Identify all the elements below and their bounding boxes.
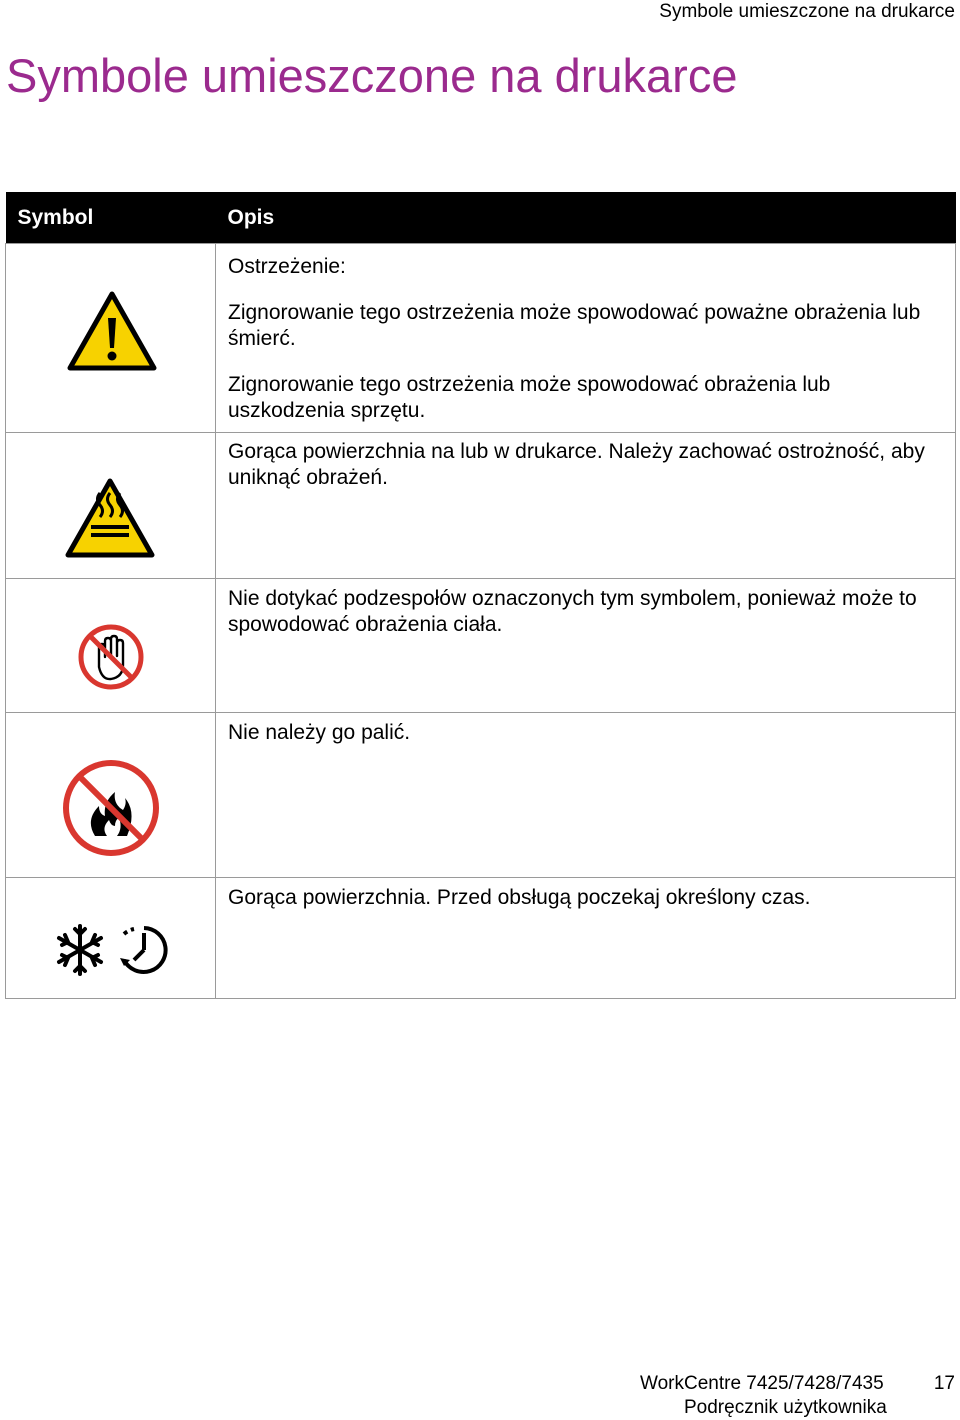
description-line: Ostrzeżenie: [228,255,346,278]
symbols-table [5,192,956,999]
table-header-row [6,192,956,244]
running-header: Symbole umieszczone na drukarce [659,1,955,22]
symbol-cell [6,878,216,999]
hot-surface-icon [64,477,156,559]
table-row [6,878,956,999]
warning-triangle-icon [66,290,158,372]
description-cell [216,244,956,433]
description-cell [216,713,956,878]
description-line: Nie należy go palić. [228,721,411,744]
do-not-touch-icon [77,623,145,691]
symbol-cell [6,713,216,878]
table-row [6,713,956,878]
description-line: Zignorowanie tego ostrzeżenia może spowodować poważne obrażenia lub śmierć. [228,301,921,350]
column-header-description: Opis [216,192,956,244]
cool-down-timer-icon [54,920,174,980]
description-line: Nie dotykać podzespołów oznaczonych tym symbolem, ponieważ może to spowodować obrażenia ciała. [228,587,917,636]
footer-page-number: 17 [933,1373,955,1394]
snowflake-icon [59,926,101,974]
description-line: Gorąca powierzchnia na lub w drukarce. Należy zachować ostrożność, aby uniknąć obrażeń. [228,440,925,489]
timer-icon [120,928,166,972]
description-line: Zignorowanie tego ostrzeżenia może spowodować obrażenia lub uszkodzenia sprzętu. [228,373,831,422]
description-line: Gorąca powierzchnia. Przed obsługą poczekaj określony czas. [228,886,811,909]
footer-guide-name: Podręcznik użytkownika [684,1397,887,1418]
column-header-symbol: Symbol [6,192,216,244]
description-cell [216,579,956,713]
table-row [6,579,956,713]
table-row [6,433,956,579]
no-burning-icon [61,758,161,858]
description-cell [216,433,956,579]
table-row [6,244,956,433]
footer-product-name: WorkCentre 7425/7428/7435 [640,1373,884,1394]
symbol-cell [6,433,216,579]
symbol-cell [6,579,216,713]
description-cell [216,878,956,999]
page-title: Symbole umieszczone na drukarce [6,49,738,102]
symbol-cell [6,244,216,433]
